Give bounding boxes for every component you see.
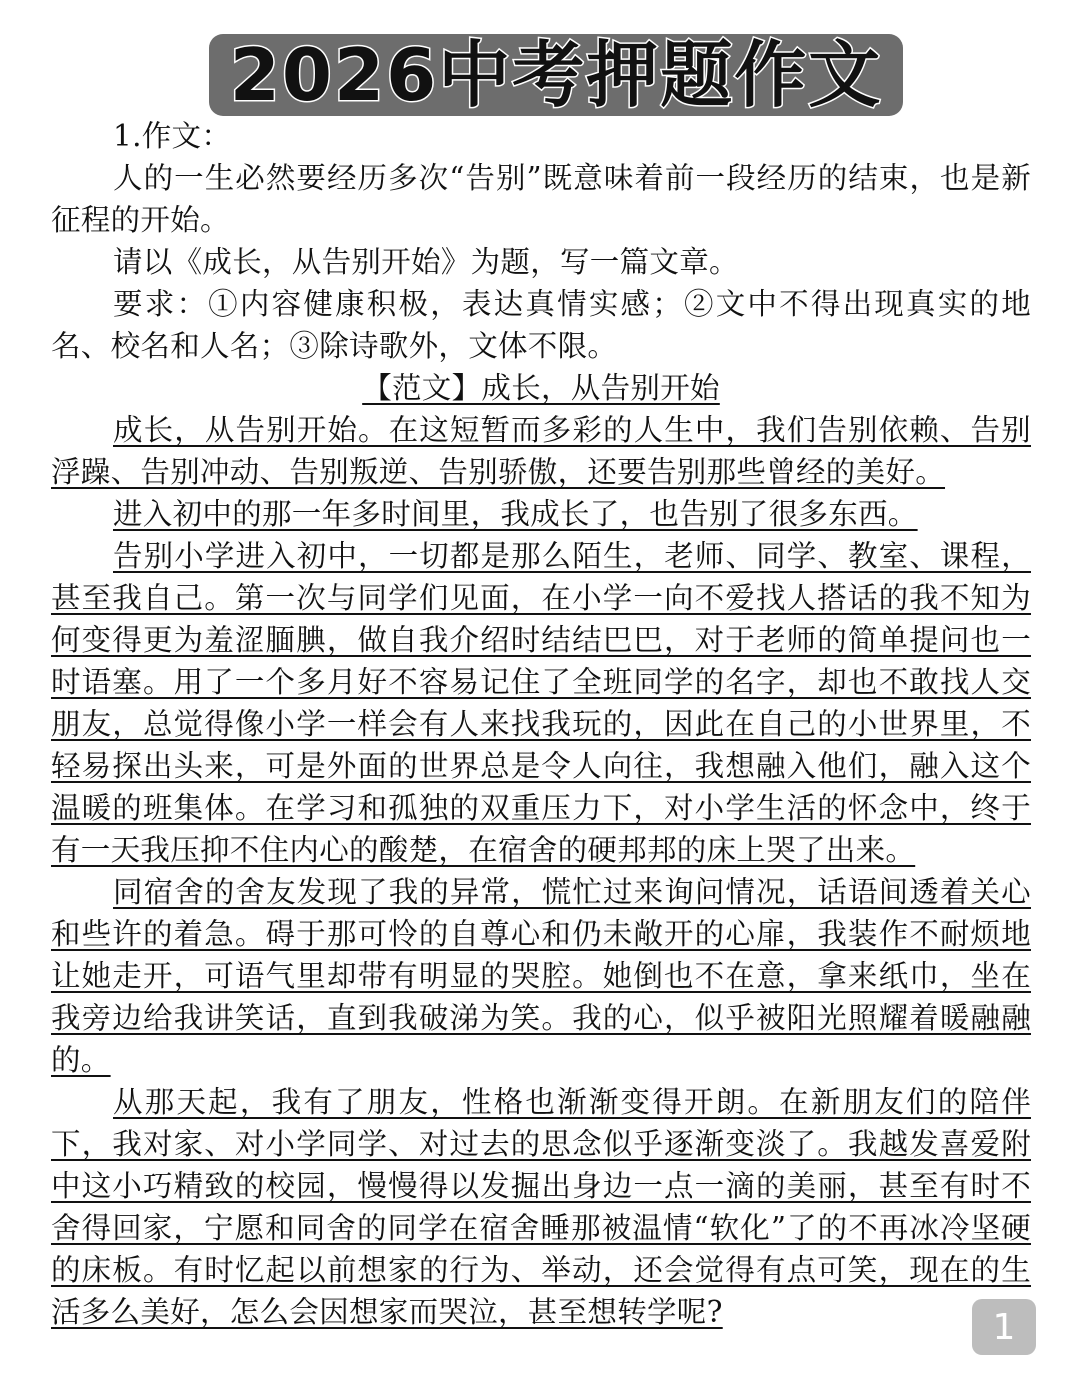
essay-paragraph-text: 告别小学进入初中，一切都是那么陌生，老师、同学、教室、课程，甚至我自己。第一次与同学们见面，在小学一向不爱找人搭话的我不知为何变得更为羞涩腼腆，做自我介绍时结结巴巴，对于老师的简单提问也一时语塞。用了一个多月好不容易记住了全班同学的名字，却也不敢找人交朋友，总觉得像小学一样会有人来找我玩的，因此在自己的小世界里，不轻易探出头来，可是外面的世界总是令人向往，我想融入他们，融入这个温暖的班集体。在学习和孤独的双重压力下，对小学生活的怀念中，终于有一天我压抑不住内心的酸楚，在宿舍的硬邦邦的床上哭了出来。 [51,539,1031,867]
page-title: 2026中考押题作文 [229,33,883,117]
essay-paragraph-text: 成长，从告别开始。在这短暂而多彩的人生中，我们告别依赖、告别浮躁、告别冲动、告别叛逆、告别骄傲，还要告别那些曾经的美好。 [51,413,1031,489]
essay-paragraph [51,535,1031,871]
essay-paragraph [51,493,1031,535]
prompt-task: 请以《成长，从告别开始》为题，写一篇文章。 [113,245,739,279]
document-body [51,115,1031,1333]
title-banner [209,34,903,116]
prompt-intro: 人的一生必然要经历多次“告别”既意味着前一段经历的结束，也是新征程的开始。 [51,161,1031,237]
essay-paragraph [51,409,1031,493]
essay-paragraph-text: 同宿舍的舍友发现了我的异常，慌忙过来询问情况，话语间透着关心和些许的着急。碍于那可怜的自尊心和仍未敞开的心扉，我装作不耐烦地让她走开，可语气里却带有明显的哭腔。她倒也不在意，拿来纸巾，坐在我旁边给我讲笑话，直到我破涕为笑。我的心，似乎被阳光照耀着暖融融的。 [51,875,1031,1077]
page-number-badge: 1 [972,1299,1036,1355]
prompt-requirements: 要求：①内容健康积极，表达真情实感；②文中不得出现真实的地名、校名和人名；③除诗歌外，文体不限。 [51,287,1031,363]
essay-title: 【范文】成长，从告别开始 [362,371,720,405]
essay-paragraph-text: 进入初中的那一年多时间里，我成长了，也告别了很多东西。 [113,497,918,531]
prompt-label: 1.作文： [113,119,232,153]
essay-paragraph [51,871,1031,1081]
essay-paragraph [51,1081,1031,1333]
essay-paragraph-text: 从那天起，我有了朋友，性格也渐渐变得开朗。在新朋友们的陪伴下，我对家、对小学同学、对过去的思念似乎逐渐变淡了。我越发喜爱附中这小巧精致的校园，慢慢得以发掘出身边一点一滴的美丽，甚至有时不舍得回家，宁愿和同舍的同学在宿舍睡那被温情“软化”了的不再冰冷坚硬的床板。有时忆起以前想家的行为、举动，还会觉得有点可笑，现在的生活多么美好，怎么会因想家而哭泣，甚至想转学呢? [51,1085,1031,1329]
